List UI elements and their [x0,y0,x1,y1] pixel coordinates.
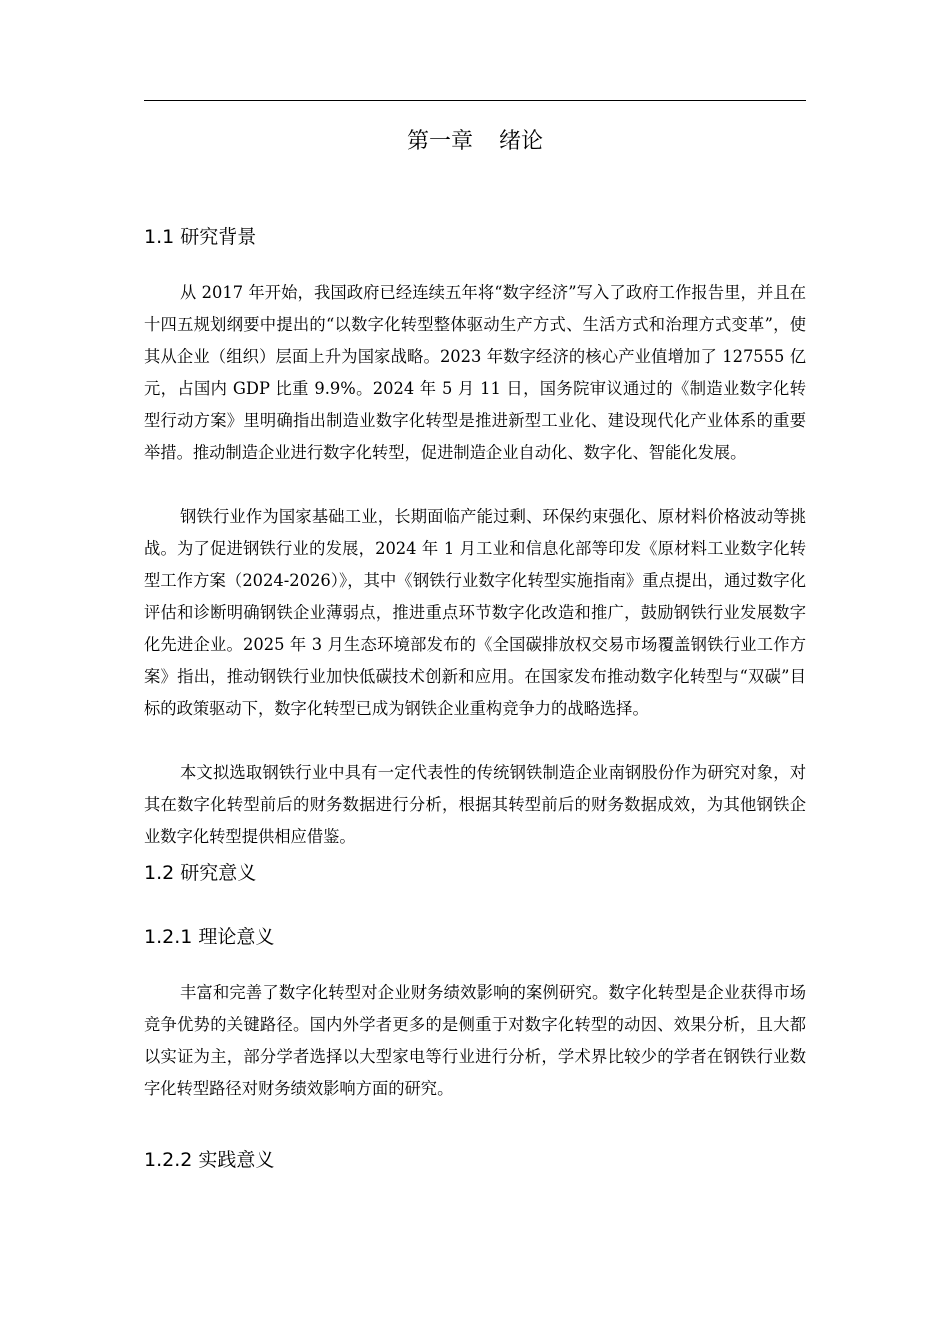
paragraph-background-1: 从 2017 年开始，我国政府已经连续五年将“数字经济”写入了政府工作报告里，并且在十四五规划纲要中提出的“以数字化转型整体驱动生产方式、生活方式和治理方式变革”，使其从企业（组织）层面上升为国家战略。2023 年数字经济的核心产业值增加了 127555 亿元，占国内 GDP 比重 9.9%。2024 年 5 月 11 日，国务院审议通过的《制造业数字化转型行动方案》里明确指出制造业数字化转型是推进新型工业化、建设现代化产业体系的重要举措。推动制造企业进行数字化转型，促进制造企业自动化、数字化、智能化发展。 [144,283,806,462]
chapter-label: 第一章 [406,129,473,154]
section-heading-1-2-2: 1.2.2 实践意义 [144,1149,275,1171]
chapter-heading [144,124,806,160]
chapter-title: 绪论 [499,129,544,154]
paragraph-theory: 丰富和完善了数字化转型对企业财务绩效影响的案例研究。数字化转型是企业获得市场竞争优势的关键路径。国内外学者更多的是侧重于对数字化转型的动因、效果分析，且大都以实证为主，部分学者选择以大型家电等行业进行分析，学术界比较少的学者在钢铁行业数字化转型路径对财务绩效影响方面的研究。 [144,983,806,1098]
header-rule [144,100,806,101]
section-heading-1-2: 1.2 研究意义 [144,862,257,884]
paragraph-background-3: 本文拟选取钢铁行业中具有一定代表性的传统钢铁制造企业南钢股份作为研究对象，对其在数字化转型前后的财务数据进行分析，根据其转型前后的财务数据成效，为其他钢铁企业数字化转型提供相应借鉴。 [144,763,806,846]
section-heading-1-2-1: 1.2.1 理论意义 [144,926,275,948]
section-heading-1-1: 1.1 研究背景 [144,226,257,248]
paragraph-background-2: 钢铁行业作为国家基础工业，长期面临产能过剩、环保约束强化、原材料价格波动等挑战。为了促进钢铁行业的发展，2024 年 1 月工业和信息化部等印发《原材料工业数字化转型工作方案（2024-2026）》，其中《钢铁行业数字化转型实施指南》重点提出，通过数字化评估和诊断明确钢铁企业薄弱点，推进重点环节数字化改造和推广，鼓励钢铁行业发展数字化先进企业。2025 年 3 月生态环境部发布的《全国碳排放权交易市场覆盖钢铁行业工作方案》指出，推动钢铁行业加快低碳技术创新和应用。在国家发布推动数字化转型与“双碳”目标的政策驱动下，数字化转型已成为钢铁企业重构竞争力的战略选择。 [144,507,806,718]
